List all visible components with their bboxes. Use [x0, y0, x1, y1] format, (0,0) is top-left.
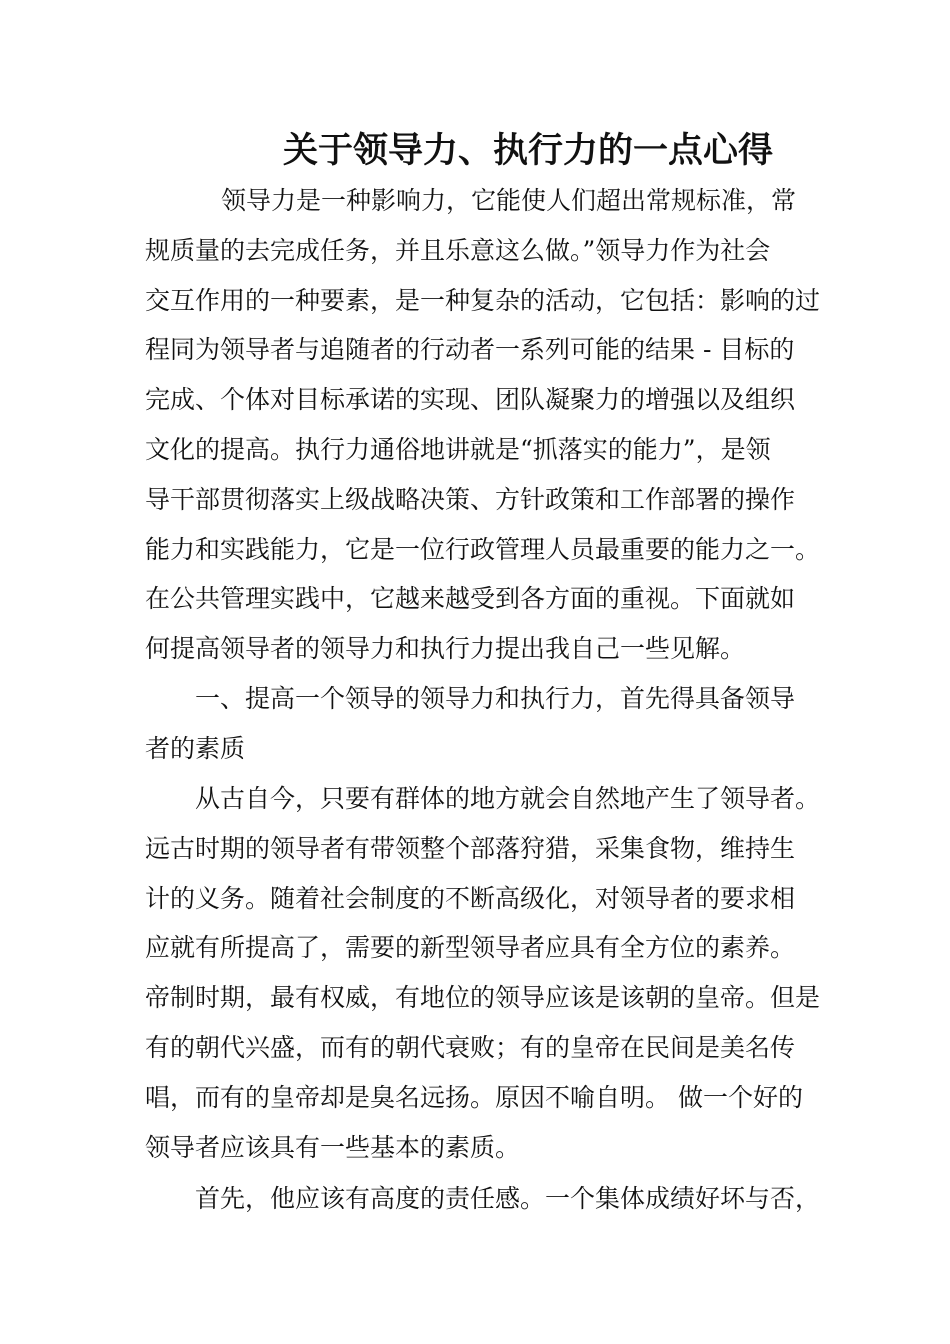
paragraph-line: 唱，而有的皇帝却是臭名远扬。原因不喻自明。 做一个好的 — [145, 1082, 803, 1112]
paragraph-3 — [145, 1174, 845, 1224]
section-heading-1 — [145, 674, 845, 774]
paragraph-line: 远古时期的领导者有带领整个部落狩猎，采集食物，维持生 — [145, 833, 796, 863]
paragraph-line: 规质量的去完成任务，并且乐意这么做。”领导力作为社会 — [145, 235, 771, 265]
paragraph-line: 帝制时期，最有权威，有地位的领导应该是该朝的皇帝。但是 — [145, 983, 821, 1013]
paragraph-line: 程同为领导者与追随者的行动者一系列可能的结果 - 目标的 — [145, 335, 795, 365]
paragraph-1 — [145, 176, 845, 674]
paragraph-line: 有的朝代兴盛，而有的朝代衰败；有的皇帝在民间是美名传 — [145, 1032, 796, 1062]
paragraph-2 — [145, 774, 845, 1172]
paragraph-line: 在公共管理实践中，它越来越受到各方面的重视。下面就如 — [145, 584, 796, 614]
paragraph-line: 文化的提高。执行力通俗地讲就是“抓落实的能力”，是领 — [145, 434, 771, 464]
paragraph-line: 从古自今，只要有群体的地方就会自然地产生了领导者。 — [195, 784, 821, 813]
paragraph-line: 应就有所提高了，需要的新型领导者应具有全方位的素养。 — [145, 933, 796, 963]
paragraph-line: 能力和实践能力，它是一位行政管理人员最重要的能力之一。 — [145, 534, 821, 564]
paragraph-line: 导干部贯彻落实上级战略决策、方针政策和工作部署的操作 — [145, 484, 796, 514]
paragraph-line: 首先，他应该有高度的责任感。一个集体成绩好坏与否， — [195, 1184, 821, 1213]
paragraph-line: 计的义务。随着社会制度的不断高级化，对领导者的要求相 — [145, 883, 796, 913]
heading-line: 者的素质 — [145, 733, 246, 763]
paragraph-line: 完成、个体对目标承诺的实现、团队凝聚力的增强以及组织 — [145, 385, 796, 415]
heading-line: 一、提高一个领导的领导力和执行力，首先得具备领导 — [195, 684, 796, 713]
paragraph-line: 何提高领导者的领导力和执行力提出我自己一些见解。 — [145, 634, 746, 664]
paragraph-line: 领导力是一种影响力，它能使人们超出常规标准，常 — [221, 186, 797, 215]
paragraph-line: 交互作用的一种要素，是一种复杂的活动，它包括：影响的过 — [145, 285, 821, 315]
document-title: 关于领导力、执行力的一点心得 — [282, 130, 773, 171]
paragraph-line: 领导者应该具有一些基本的素质。 — [145, 1132, 521, 1162]
